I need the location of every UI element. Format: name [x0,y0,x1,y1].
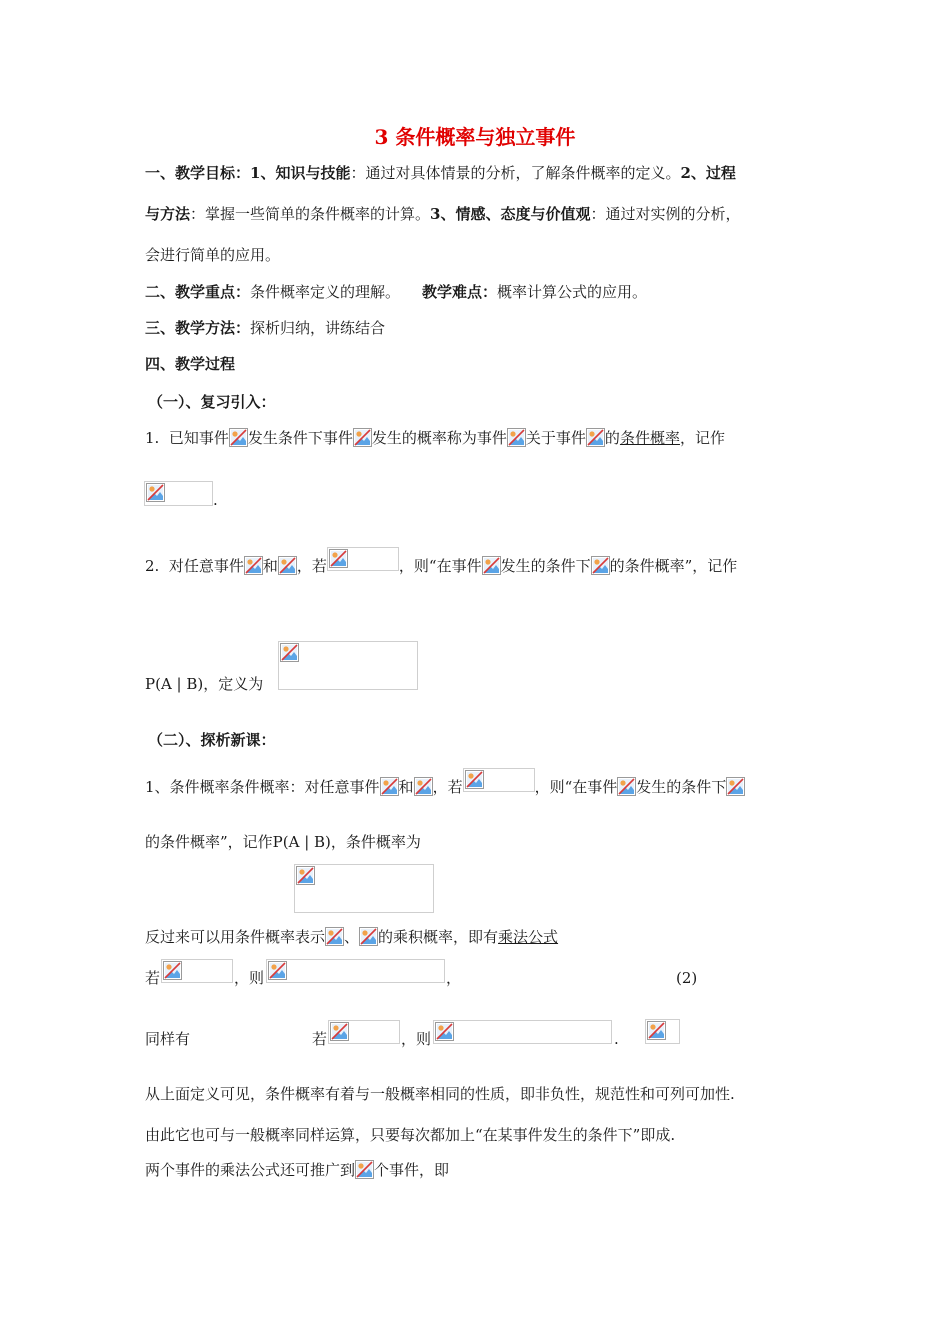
text-run: 个事件，即 [374,1161,450,1179]
review-item-1 [145,428,725,448]
methods-text: 探析归纳，讲练结合 [250,319,386,337]
broken-image-icon [146,483,165,502]
broken-image-icon [482,556,501,575]
broken-image-icon [296,866,315,885]
equation-number: (2) [676,969,698,987]
broken-image-icon [353,428,372,447]
process-label-b: 与方法 [145,205,191,223]
text-run: 发生的条件下 [500,557,591,575]
formula-image-frame [161,959,233,983]
new-lesson-line-2: 的条件概率”，记作P(A | B)，条件概率为 [145,833,421,851]
broken-image-icon [726,777,745,796]
if-label: 若 [145,969,161,987]
broken-image-icon [435,1022,454,1041]
text-run: 发生的概率称为事件 [371,429,507,447]
likewise-label: 同样有 [145,1030,191,1048]
keypoints-text: 条件概率定义的理解。 [250,283,401,301]
emotion-text: ：通过对实例的分析， [590,205,741,223]
properties-paragraph: 从上面定义可见，条件概率有着与一般概率相同的性质，即非负性，规范性和可列可加性. [145,1085,735,1103]
text-run: 和 [398,778,414,796]
process-heading: 四、教学过程 [145,355,236,373]
methods-label: 三、教学方法： [145,319,251,337]
objectives-label: 一、教学目标： [145,164,251,182]
text-run: ，则“在事件 [534,778,618,796]
broken-image-icon [325,927,344,946]
text-run: ，若 [432,778,463,796]
broken-image-icon [586,428,605,447]
text-run: 的乘积概率，即有 [378,928,499,946]
broken-image-icon [278,556,297,575]
new-lesson-heading: （二）、探析新课： [148,731,276,749]
page-title: 3 条件概率与独立事件 [374,125,576,149]
operation-paragraph: 由此它也可与一般概率同样运算，只要每次都加上“在某事件发生的条件下”即成. [145,1126,676,1144]
objectives-line-2 [145,204,741,224]
broken-image-icon [380,777,399,796]
text-run: 的 [604,429,620,447]
period: . [614,1030,619,1048]
conditional-probability-term: 条件概率 [619,429,680,447]
process-label-a: 2、过程 [680,164,736,182]
formula-image-frame [294,864,434,913]
knowledge-skill-label: 1、知识与技能 [250,164,351,182]
keypoints-line [145,282,647,302]
new-lesson-line-1 [145,772,745,797]
text-run: ，若 [296,557,327,575]
text-run: 两个事件的乘法公式还可推广到 [145,1161,356,1179]
formula-image-frame [328,1020,400,1044]
broken-image-icon [647,1021,666,1040]
objectives-line-1 [145,163,736,183]
broken-image-icon [465,770,484,789]
formula-image-frame [463,768,535,792]
review-heading: （一）、复习引入： [148,393,276,411]
extension-paragraph [145,1160,449,1180]
multiplication-formula-term: 乘法公式 [498,928,559,946]
text-run: 1、条件概率条件概率：对任意事件 [145,778,380,796]
methods-line [145,318,385,338]
broken-image-icon [163,961,182,980]
formula-image-frame [278,641,418,690]
text-run: 关于事件 [525,429,586,447]
broken-image-icon [507,428,526,447]
text-run: 对任意事件 [168,557,244,575]
objectives-line-3: 会进行简单的应用。 [145,246,281,264]
text-run: 发生条件下事件 [247,429,353,447]
review-item-2 [145,551,737,576]
comma: ， [446,969,462,987]
formula-image-frame [645,1019,680,1044]
difficulty-text: 概率计算公式的应用。 [497,283,648,301]
broken-image-icon [414,777,433,796]
broken-image-icon [244,556,263,575]
text-run: ，则“在事件 [398,557,482,575]
new-lesson-line-3 [145,927,558,947]
broken-image-icon [268,961,287,980]
conditional-notation: P(A | B)，定义为 [145,675,264,693]
keypoints-label: 二、教学重点： [145,283,251,301]
then-label: ，则 [234,969,265,987]
broken-image-icon [617,777,636,796]
broken-image-icon [591,556,610,575]
text-run: 反过来可以用条件概率表示 [145,928,326,946]
broken-image-icon [355,1160,374,1179]
formula-image-frame [433,1020,612,1044]
knowledge-skill-text: ：通过对具体情景的分析，了解条件概率的定义。 [350,164,681,182]
difficulty-label: 教学难点： [422,283,498,301]
item-number: 1. [145,429,160,447]
broken-image-icon [330,1022,349,1041]
process-text: ：掌握一些简单的条件概率的计算。 [190,205,431,223]
broken-image-icon [329,549,348,568]
text-run: ，记作 [679,429,725,447]
text-run: 发生的条件下 [636,778,727,796]
text-run: 的条件概率”，记作 [609,557,738,575]
item-number: 2. [145,557,160,575]
formula-image-frame [266,959,445,983]
if-label: 若 [312,1030,328,1048]
emotion-label: 3、情感、态度与价值观 [430,205,591,223]
broken-image-icon [359,927,378,946]
text-run: 已知事件 [168,429,229,447]
broken-image-icon [229,428,248,447]
text-run: 和 [262,557,278,575]
then-label: ，则 [401,1030,432,1048]
formula-image-frame [144,481,213,506]
text-run: 、 [344,928,360,946]
period: . [213,491,218,509]
formula-image-frame [327,547,399,571]
broken-image-icon [280,643,299,662]
